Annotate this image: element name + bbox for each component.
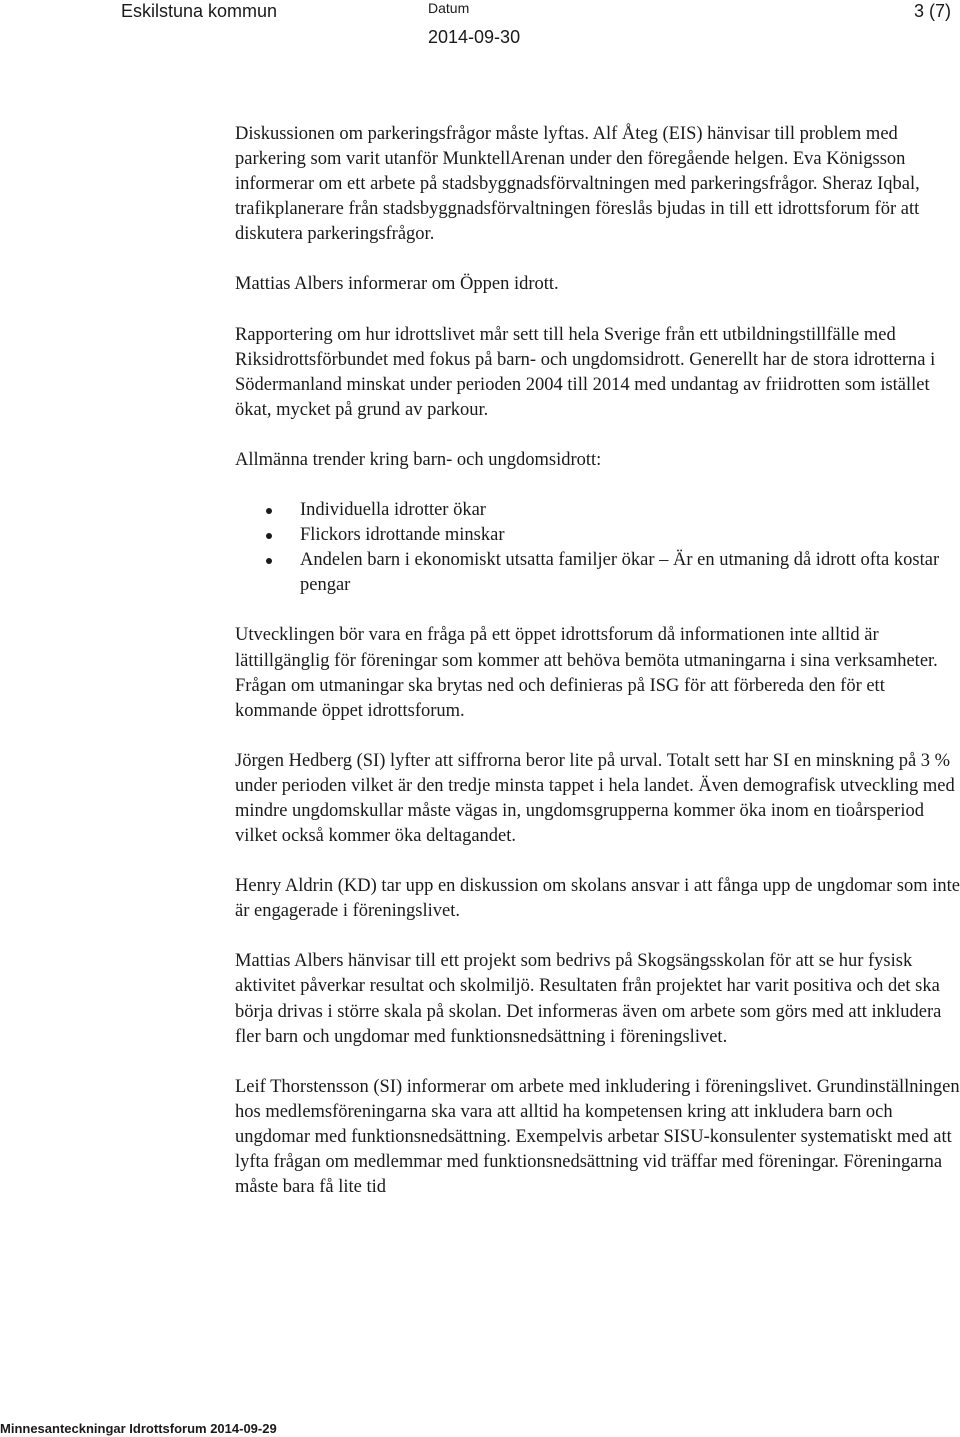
bullet-text: Flickors idrottande minskar [300, 525, 505, 546]
bullet-icon [266, 533, 272, 539]
document-body [235, 122, 960, 1225]
paragraph: Jörgen Hedberg (SI) lyfter att siffrorna beror lite på urval. Totalt sett har SI en minskning på 3 % under perioden vilket är den tredje minsta tappet i hela landet. Även demografisk utveckling med mindre ungdomskullar måste vägas in, ungdomsgrupperna kommer öka inom en tioårsperiod vilket också kommer öka deltagandet. [235, 750, 955, 847]
page-header [0, 0, 960, 60]
page-number: 3 (7) [913, 1, 951, 21]
bullet-text: Andelen barn i ekonomiskt utsatta familjer ökar – Är en utmaning då idrott ofta kostar pengar [300, 550, 940, 596]
bullet-icon [266, 558, 272, 564]
paragraph: Diskussionen om parkeringsfrågor måste lyftas. Alf Åteg (EIS) hänvisar till problem med parkering som varit utanför MunktellArenan under den föregående helgen. Eva Königsson informerar om ett arbete på stadsbyggnadsförvaltningen med parkeringsfrågor. Sheraz Iqbal, trafikplanerare från stadsbyggnadsförvaltningen föreslås bjudas in till ett idrottsforum för att diskutera parkeringsfrågor. [235, 124, 920, 245]
organization-name: Eskilstuna kommun [121, 1, 278, 21]
bullet-list [235, 498, 960, 598]
paragraph: Henry Aldrin (KD) tar upp en diskussion om skolans ansvar i att fånga upp de ungdomar som inte är engagerade i föreningslivet. [235, 876, 960, 922]
bullet-item [234, 523, 960, 548]
paragraph: Leif Thorstensson (SI) informerar om arbete med inkludering i föreningslivet. Grundinställningen hos medlemsföreningarna ska vara att alltid ha kompetensen kring att inkludera barn och ungdomar med funktionsnedsättning. Exempelvis arbetar SISU-konsulenter systematiskt med att lyfta frågan om medlemmar med funktionsnedsättning vid träffar med föreningar. Föreningarna måste bara få lite tid [235, 1076, 960, 1198]
paragraph: Utvecklingen bör vara en fråga på ett öppet idrottsforum då informationen inte alltid är lättillgänglig för föreningar som kommer att behöva bemöta utmaningarna i sina verksamheter. Frågan om utmaningar ska brytas ned och definieras på ISG för att förbereda den för ett kommande öppet idrottsforum. [235, 625, 938, 721]
page-footer: Minnesanteckningar Idrottsforum 2014-09-29 [0, 1421, 277, 1436]
bullet-text: Individuella idrotter ökar [300, 500, 486, 521]
date-label: Datum [428, 0, 470, 16]
paragraph: Mattias Albers informerar om Öppen idrott. [235, 274, 559, 295]
paragraph: Allmänna trender kring barn- och ungdomsidrott: [235, 449, 602, 470]
bullet-icon [266, 508, 272, 514]
paragraph: Rapportering om hur idrottslivet mår sett till hela Sverige från ett utbildningstillfälle med Riksidrottsförbundet med fokus på barn- och ungdomsidrott. Generellt har de stora idrotterna i Södermanland minskat under perioden 2004 till 2014 med undantag av friidrotten som istället ökat, mycket på grund av parkour. [235, 324, 936, 420]
paragraph: Mattias Albers hänvisar till ett projekt som bedrivs på Skogsängsskolan för att se hur fysisk aktivitet påverkar resultat och skolmiljö. Resultaten från projektet har varit positiva och det ska börja drivas i större skala på skolan. Det informeras även om arbete som görs med att inkludera fler barn och ungdomar med funktionsnedsättning i föreningslivet. [235, 951, 942, 1047]
date-value: 2014-09-30 [428, 27, 521, 47]
bullet-item [234, 548, 960, 598]
bullet-item [234, 498, 960, 523]
